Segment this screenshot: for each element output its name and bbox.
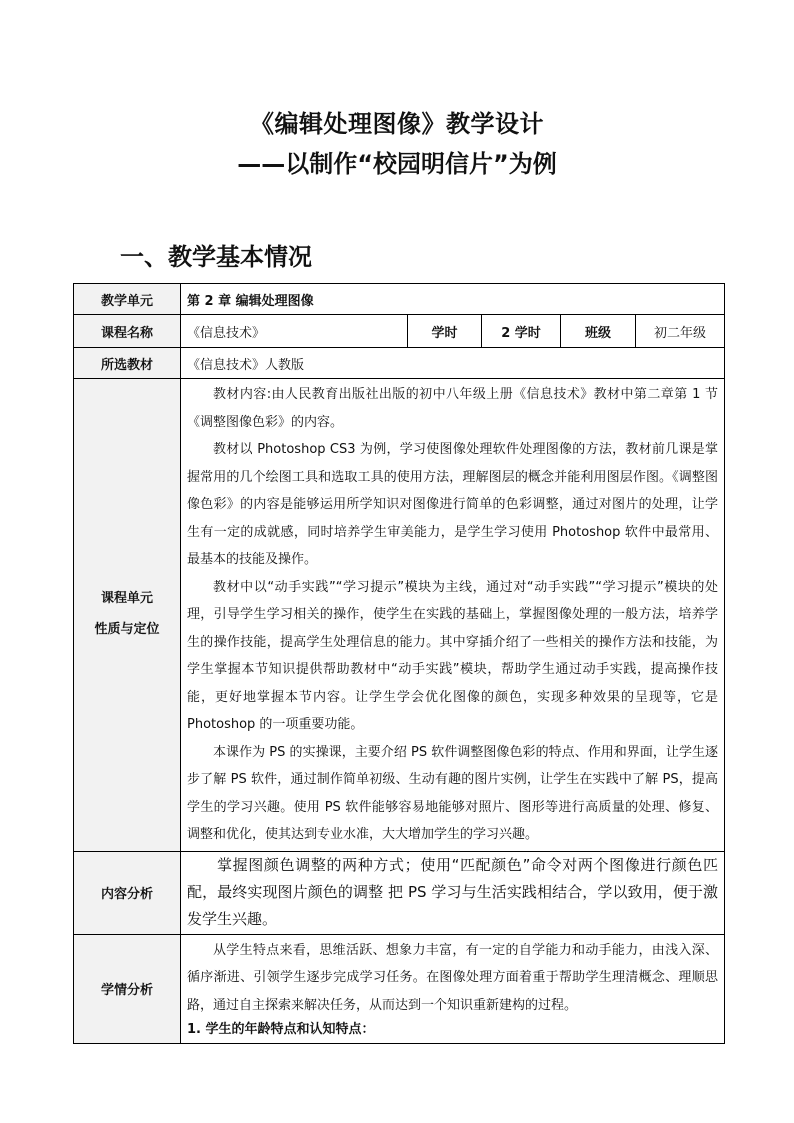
hours-value: 2 学时: [482, 315, 561, 348]
class-value: 初二年级: [636, 315, 725, 348]
row-teaching-unit: [74, 284, 725, 315]
nature-paragraph: 教材中以“动手实践”“学习提示”模块为主线，通过对“动手实践”“学习提示”模块的处理，引导学生学习相关的操作，使学生在实践的基础上，掌握图像处理的一般方法，培养学生的操作技能，提高学生处理信息的能力。其中穿插介绍了一些相关的操作方法和技能，为学生掌握本节知识提供帮助教材中“动手实践”模块，帮助学生通过动手实践，提高操作技能，更好地掌握本节内容。让学生学会优化图像的颜色，实现多种效果的呈现等，它是 Photoshop 的一项重要功能。: [187, 579, 719, 732]
row-course-name: [74, 315, 725, 348]
nature-paragraph: 本课作为 PS 的实操课，主要介绍 PS 软件调整图像色彩的特点、作用和界面，让学生逐步了解 PS 软件，通过制作简单初级、生动有趣的图片实例，让学生在实践中了解 PS，提高学生的学习兴趣。使用 PS 软件能够容易地能够对照片、图形等进行高质量的处理、修复、调整和优化，使其达到专业水准，大大增加学生的学习兴趣。: [187, 744, 719, 842]
course-nature-label-line2: 性质与定位: [94, 622, 160, 638]
course-nature-content: [181, 379, 725, 852]
nature-paragraph: 教材内容:由人民教育出版社出版的初中八年级上册《信息技术》教材中第二章第 1 节《调整图像色彩》的内容。: [187, 387, 719, 430]
content-analysis-text: 掌握图颜色调整的两种方式；使用“匹配颜色”命令对两个图像进行颜色匹配，最终实现图片颜色的调整 把 PS 学习与生活实践相结合，学以致用，便于激发学生兴趣。: [187, 856, 719, 928]
textbook-value: 《信息技术》人教版: [181, 348, 725, 379]
student-analysis-text: 从学生特点来看，思维活跃、想象力丰富，有一定的自学能力和动手能力，由浅入深、循序渐进、引领学生逐步完成学习任务。在图像处理方面着重于帮助学生理清概念、理顺思路，通过自主探索来解决任务，从而达到一个知识重新建构的过程。: [187, 942, 719, 1013]
row-student-analysis: [74, 934, 725, 1044]
class-label: 班级: [561, 315, 636, 348]
row-content-analysis: [74, 851, 725, 934]
textbook-label: 所选教材: [74, 348, 181, 379]
document-title: 《编辑处理图像》教学设计: [250, 110, 544, 138]
course-name-value: 《信息技术》: [181, 315, 408, 348]
course-nature-label: [74, 379, 181, 852]
content-analysis-label: 内容分析: [74, 851, 181, 934]
student-analysis-subheading: 1. 学生的年龄特点和认知特点：: [187, 1022, 375, 1037]
student-analysis-label: 学情分析: [74, 934, 181, 1044]
hours-label: 学时: [408, 315, 482, 348]
student-analysis-value: [181, 934, 725, 1044]
nature-paragraph: 教材以 Photoshop CS3 为例，学习使图像处理软件处理图像的方法，教材前几课是掌握常用的几个绘图工具和选取工具的使用方法，理解图层的概念并能利用图层作图。《调整图像色彩》的内容是能够运用所学知识对图像进行简单的色彩调整，通过对图片的处理，让学生有一定的成就感，同时培养学生审美能力，是学生学习使用 Photoshop 软件中最常用、最基本的技能及操作。: [187, 442, 719, 567]
teaching-unit-label: 教学单元: [74, 284, 181, 315]
row-textbook: [74, 348, 725, 379]
basic-info-table: [73, 283, 725, 1044]
course-nature-label-line1: 课程单元: [100, 591, 153, 607]
content-analysis-value: [181, 851, 725, 934]
teaching-unit-value: 第 2 章 编辑处理图像: [181, 284, 725, 315]
document-subtitle: ——以制作“校园明信片”为例: [237, 150, 557, 178]
row-course-nature: [74, 379, 725, 852]
course-name-label: 课程名称: [74, 315, 181, 348]
section-heading: 一、教学基本情况: [120, 243, 312, 271]
